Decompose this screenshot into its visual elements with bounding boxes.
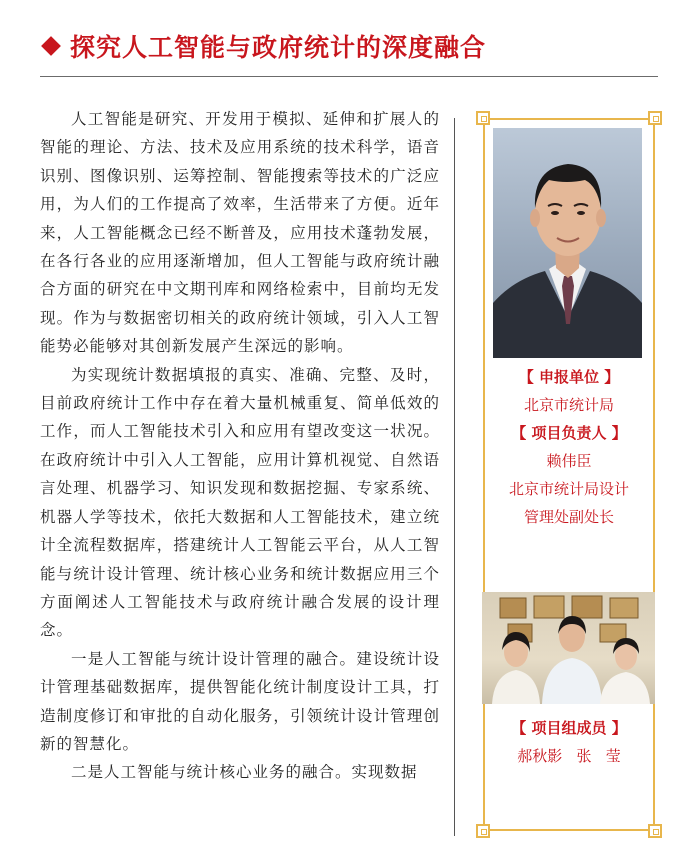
article-header bbox=[40, 26, 486, 66]
paragraph-3: 一是人工智能与统计设计管理的融合。建设统计设计管理基础数据库，提供智能化统计制度设计工具，打造制度修订和审批的自动化服务，引领统计设计管理创新的智慧化。 bbox=[40, 649, 440, 753]
frame-corner-ornament bbox=[648, 824, 662, 838]
project-leader-title-line2: 管理处副处长 bbox=[523, 508, 614, 526]
project-leader-title-line1: 北京市统计局设计 bbox=[508, 480, 629, 498]
frame-corner-ornament bbox=[476, 111, 490, 125]
team-group-photo bbox=[482, 592, 655, 704]
project-leader-label: 【 项目负责人 】 bbox=[511, 424, 627, 442]
paragraph-1: 人工智能是研究、开发用于模拟、延伸和扩展人的智能的理论、方法、技术及应用系统的技术科学，语音识别、图像识别、运筹控制、智能搜索等技术的广泛应用，为人们的工作提高了效率，生活带来了方便。近年来，人工智能概念已经不断普及，应用技术蓬勃发展，在各行各业的应用逐渐增加，但人工智能与政府统计融合方面的研究在中文期刊库和网络检索中，目前均无发现。作为与数据密切相关的政府统计领域，引入人工智能势必能够对其创新发展产生深远的影响。 bbox=[40, 110, 440, 356]
project-leader-name: 赖伟臣 bbox=[546, 452, 592, 470]
diamond-bullet-icon bbox=[41, 36, 61, 56]
paragraph-4: 二是人工智能与统计核心业务的融合。实现数据 bbox=[71, 763, 418, 782]
applicant-unit-section bbox=[485, 363, 653, 531]
paragraph-2: 为实现统计数据填报的真实、准确、完整、及时，目前政府统计工作中存在着大量机械重复、简单低效的工作，而人工智能技术引入和应用有望改变这一状况。在政府统计中引入人工智能，应用计算机视觉、自然语言处理、机器学习、知识发现和数据挖掘、专家系统、机器人学等技术，依托大数据和人工智能技术，建立统计全流程数据库，搭建统计人工智能云平台，从人工智能与统计设计管理、统计核心业务和统计数据应用三个方面阐述人工智能技术与政府统计融合发展的设计理念。 bbox=[40, 365, 440, 640]
team-members-section bbox=[485, 714, 653, 770]
frame-corner-ornament bbox=[648, 111, 662, 125]
article-title: 探究人工智能与政府统计的深度融合 bbox=[70, 33, 487, 62]
applicant-unit-label: 【 申报单位 】 bbox=[518, 368, 620, 386]
title-divider bbox=[40, 76, 658, 77]
leader-portrait-photo bbox=[493, 128, 642, 358]
applicant-unit-value: 北京市统计局 bbox=[523, 396, 614, 414]
column-divider bbox=[454, 118, 455, 836]
team-members-value: 郝秋影 张 莹 bbox=[517, 747, 621, 765]
article-body bbox=[40, 105, 440, 787]
frame-corner-ornament bbox=[476, 824, 490, 838]
team-members-label: 【 项目组成员 】 bbox=[511, 719, 627, 737]
